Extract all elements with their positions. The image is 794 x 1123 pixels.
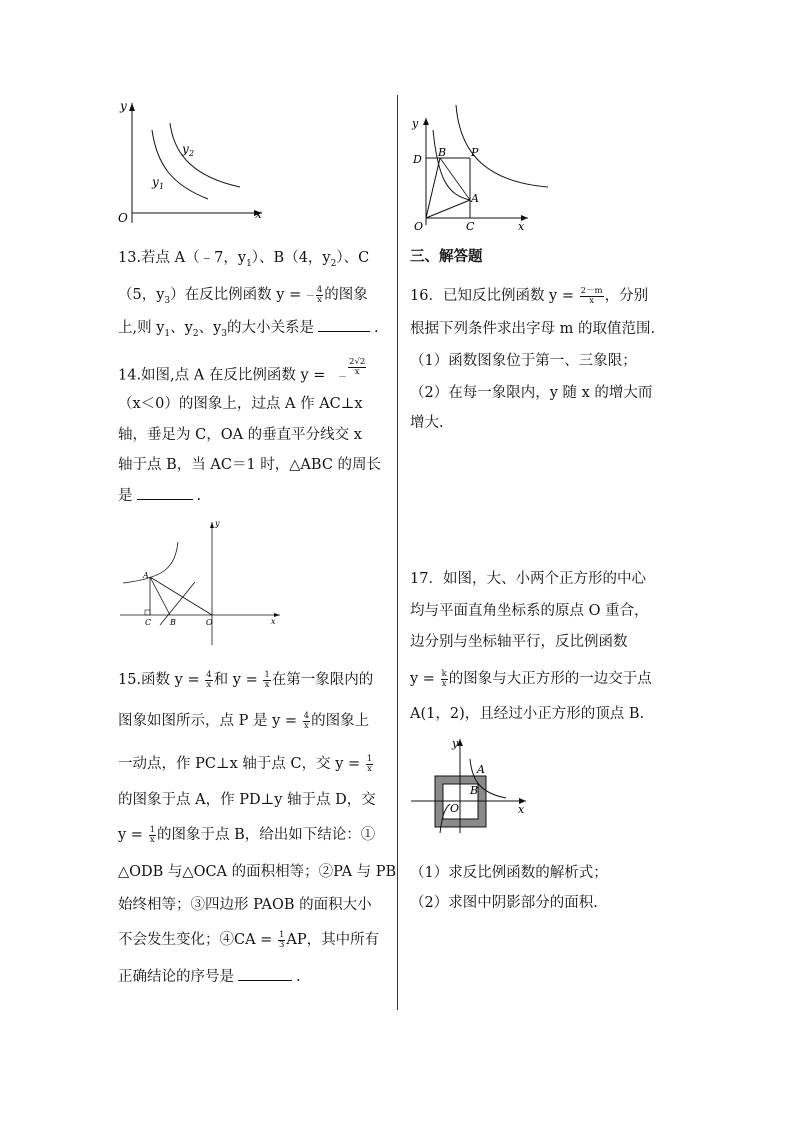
point-c-label: C <box>145 618 152 627</box>
q16-part2-cont: 增大. <box>410 415 444 431</box>
q17-part1: （1）求反比例函数的解析式； <box>410 865 608 881</box>
q14-line4: 轴于点 B，当 AC＝1 时，△ABC 的周长 <box>118 457 382 473</box>
q14-line2: （x＜0）的图象上，过点 A 作 AC⊥x <box>118 396 363 412</box>
answer-blank[interactable] <box>238 979 292 981</box>
q15-line4: 的图象于点 A，作 PD⊥y 轴于点 D，交 <box>118 792 376 808</box>
y-axis-label: y <box>215 519 220 528</box>
q15-line6: △ODB 与△OCA 的面积相等；②PA 与 PB <box>118 864 397 880</box>
q14-line5: 是 . <box>118 488 202 504</box>
q16-part2: （2）在每一象限内，y 随 x 的增大而 <box>410 385 653 401</box>
point-a-label: A <box>471 192 479 205</box>
svg-text:2: 2 <box>189 149 195 158</box>
origin-label: O <box>414 220 424 233</box>
point-b-label: B <box>470 784 479 797</box>
q15-line5: y = $\frac{1}{x}$ 的图象于点 B，给出如下结论：① <box>118 825 376 845</box>
curve-label-y2: y <box>182 142 189 156</box>
q16-line2: 根据下列条件求出字母 m 的取值范围. <box>410 321 656 337</box>
svg-text:1: 1 <box>159 182 165 191</box>
point-a-label: A <box>477 763 485 776</box>
q15-line3: 一动点，作 PC⊥x 轴于点 C，交 y = $\frac{1}{x}$ <box>118 754 373 774</box>
curve-label-y1: y <box>152 175 159 189</box>
point-b-label: B <box>438 146 447 159</box>
figure-q14 <box>115 512 290 647</box>
x-axis-label: x <box>518 803 525 816</box>
origin-label: O <box>450 802 460 815</box>
q16-part1: （1）函数图象位于第一、三象限； <box>410 353 637 369</box>
x-axis-label: x <box>255 207 262 221</box>
q16-line1: 16．已知反比例函数 y = $\frac{2-m}{x}$ ，分别 <box>410 286 649 306</box>
origin-label: O <box>118 211 128 225</box>
origin-label: O <box>206 618 213 627</box>
answer-blank[interactable] <box>137 498 193 500</box>
point-p-label: P <box>471 146 479 159</box>
point-b-label: B <box>170 618 176 627</box>
q13-line3: 上,则 $y_1$、$y_2$、$y_3$的大小关系是 . <box>118 320 379 339</box>
figure-q15 <box>408 100 558 235</box>
x-axis-label: x <box>518 220 525 233</box>
y-axis-label: y <box>120 99 127 113</box>
fraction-4-over-x: $\frac{4}{x}$ <box>316 285 323 305</box>
q17-line3: 边分别与坐标轴平行，反比例函数 <box>410 634 628 650</box>
answer-blank[interactable] <box>318 330 370 332</box>
q17-line4: y = $\frac{k}{x}$ 的图象与大正方形的一边交于点 <box>410 669 652 689</box>
figure-q17 <box>408 735 538 835</box>
q13-line2: （5，$y_3$）在反比例函数 y = － $\frac{4}{x}$ 的图象 <box>118 285 368 306</box>
q17-line1: 17．如图，大、小两个正方形的中心 <box>410 571 646 587</box>
y-axis-label: y <box>412 117 419 130</box>
q17-line2: 均与平面直角坐标系的原点 O 重合， <box>410 603 649 619</box>
point-a-label: A <box>143 571 149 580</box>
q15-line8: 不会发生变化；④CA = $\frac{1}{3}$ AP，其中所有 <box>118 930 380 950</box>
column-divider <box>397 95 398 1010</box>
q14-line1: 14.如图,点 A 在反比例函数 y = － $\frac{2√2}{x}$ <box>118 357 366 384</box>
q13-line1: 13.若点 A（﹣7，$y_1$）、B（4，$y_2$）、C <box>118 250 370 269</box>
q15-line1: 15.函数 y = $\frac{4}{x}$ 和 y = $\frac{1}{x}$ 在第一象限内的 <box>118 670 374 690</box>
x-axis-label: x <box>271 617 276 626</box>
y-axis-label: y <box>452 737 459 750</box>
q15-line9: 正确结论的序号是 . <box>118 969 301 985</box>
q15-line7: 始终相等；③四边形 PAOB 的面积大小 <box>118 897 372 913</box>
figure-hyperbolas-y1-y2 <box>112 95 272 230</box>
fraction-2root2-over-x: $\frac{2√2}{x}$ <box>349 357 366 377</box>
q17-part2: （2）求图中阴影部分的面积. <box>410 895 598 911</box>
q14-line3: 轴，垂足为 C，OA 的垂直平分线交 x <box>118 427 362 443</box>
section-title: 三、解答题 <box>410 248 483 265</box>
point-d-label: D <box>413 153 422 166</box>
point-c-label: C <box>466 220 475 233</box>
q15-line2: 图象如图所示，点 P 是 y = $\frac{4}{x}$ 的图象上 <box>118 711 370 731</box>
q17-line5: A(1，2)，且经过小正方形的顶点 B. <box>410 706 645 722</box>
